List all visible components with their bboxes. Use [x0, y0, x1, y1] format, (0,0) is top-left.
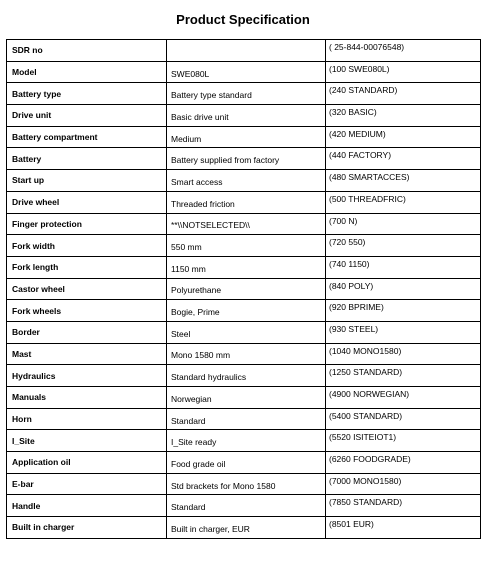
spec-name-cell: Model [7, 61, 167, 83]
table-row [7, 387, 481, 409]
spec-value-cell: **\\NOTSELECTED\\ [167, 213, 326, 235]
spec-code-cell: (100 SWE080L) [326, 61, 481, 83]
table-row [7, 430, 481, 452]
spec-name-cell: I_Site [7, 430, 167, 452]
spec-value-cell: Built in charger, EUR [167, 517, 326, 539]
table-row [7, 148, 481, 170]
spec-name-cell: Manuals [7, 387, 167, 409]
spec-code-cell: (4900 NORWEGIAN) [326, 387, 481, 409]
spec-code-cell: (700 N) [326, 213, 481, 235]
table-row [7, 517, 481, 539]
spec-name-cell: Fork length [7, 256, 167, 278]
spec-code-cell: (740 1150) [326, 256, 481, 278]
table-row [7, 321, 481, 343]
spec-value-cell: Battery type standard [167, 83, 326, 105]
spec-value-cell: I_Site ready [167, 430, 326, 452]
spec-value-cell [167, 40, 326, 62]
spec-code-cell: (480 SMARTACCES) [326, 170, 481, 192]
spec-value-cell: Food grade oil [167, 452, 326, 474]
table-row [7, 170, 481, 192]
table-row [7, 452, 481, 474]
spec-code-cell: (920 BPRIME) [326, 300, 481, 322]
spec-value-cell: SWE080L [167, 61, 326, 83]
spec-value-cell: Polyurethane [167, 278, 326, 300]
spec-name-cell: Hydraulics [7, 365, 167, 387]
spec-value-cell: Std brackets for Mono 1580 [167, 473, 326, 495]
spec-value-cell: Basic drive unit [167, 105, 326, 127]
page-title: Product Specification [176, 12, 310, 27]
spec-name-cell: Castor wheel [7, 278, 167, 300]
spec-value-cell: 550 mm [167, 235, 326, 257]
spec-name-cell: Fork width [7, 235, 167, 257]
spec-value-cell: Standard hydraulics [167, 365, 326, 387]
table-row [7, 126, 481, 148]
table-row [7, 365, 481, 387]
spec-name-cell: Handle [7, 495, 167, 517]
spec-name-cell: Battery type [7, 83, 167, 105]
spec-code-cell: (500 THREADFRIC) [326, 191, 481, 213]
table-row [7, 256, 481, 278]
spec-value-cell: Battery supplied from factory [167, 148, 326, 170]
table-row [7, 40, 481, 62]
table-row [7, 300, 481, 322]
table-row [7, 83, 481, 105]
spec-name-cell: Battery compartment [7, 126, 167, 148]
table-row [7, 213, 481, 235]
spec-code-cell: (6260 FOODGRADE) [326, 452, 481, 474]
spec-code-cell: ( 25-844-00076548) [326, 40, 481, 62]
spec-code-cell: (440 FACTORY) [326, 148, 481, 170]
spec-value-cell: Standard [167, 495, 326, 517]
spec-name-cell: Start up [7, 170, 167, 192]
spec-name-cell: Fork wheels [7, 300, 167, 322]
spec-code-cell: (1040 MONO1580) [326, 343, 481, 365]
spec-code-cell: (1250 STANDARD) [326, 365, 481, 387]
spec-code-cell: (8501 EUR) [326, 517, 481, 539]
spec-name-cell: Finger protection [7, 213, 167, 235]
spec-value-cell: Mono 1580 mm [167, 343, 326, 365]
table-row [7, 343, 481, 365]
spec-code-cell: (5400 STANDARD) [326, 408, 481, 430]
spec-name-cell: Horn [7, 408, 167, 430]
spec-value-cell: Smart access [167, 170, 326, 192]
spec-value-cell: Standard [167, 408, 326, 430]
spec-name-cell: Drive wheel [7, 191, 167, 213]
spec-value-cell: 1150 mm [167, 256, 326, 278]
spec-name-cell: E-bar [7, 473, 167, 495]
table-row [7, 408, 481, 430]
spec-name-cell: Drive unit [7, 105, 167, 127]
spec-name-cell: Battery [7, 148, 167, 170]
table-row [7, 235, 481, 257]
table-row [7, 495, 481, 517]
spec-code-cell: (240 STANDARD) [326, 83, 481, 105]
spec-name-cell: Mast [7, 343, 167, 365]
spec-name-cell: Application oil [7, 452, 167, 474]
spec-code-cell: (7000 MONO1580) [326, 473, 481, 495]
spec-code-cell: (840 POLY) [326, 278, 481, 300]
spec-value-cell: Threaded friction [167, 191, 326, 213]
table-row [7, 278, 481, 300]
table-row [7, 105, 481, 127]
spec-code-cell: (930 STEEL) [326, 321, 481, 343]
spec-code-cell: (7850 STANDARD) [326, 495, 481, 517]
spec-name-cell: Built in charger [7, 517, 167, 539]
spec-value-cell: Bogie, Prime [167, 300, 326, 322]
table-row [7, 61, 481, 83]
spec-code-cell: (720 550) [326, 235, 481, 257]
spec-name-cell: SDR no [7, 40, 167, 62]
table-row [7, 191, 481, 213]
spec-code-cell: (5520 ISITEIOT1) [326, 430, 481, 452]
spec-value-cell: Medium [167, 126, 326, 148]
specification-table [6, 39, 481, 539]
spec-code-cell: (320 BASIC) [326, 105, 481, 127]
spec-value-cell: Steel [167, 321, 326, 343]
spec-value-cell: Norwegian [167, 387, 326, 409]
spec-name-cell: Border [7, 321, 167, 343]
table-row [7, 473, 481, 495]
specification-table-body [7, 40, 481, 539]
spec-code-cell: (420 MEDIUM) [326, 126, 481, 148]
